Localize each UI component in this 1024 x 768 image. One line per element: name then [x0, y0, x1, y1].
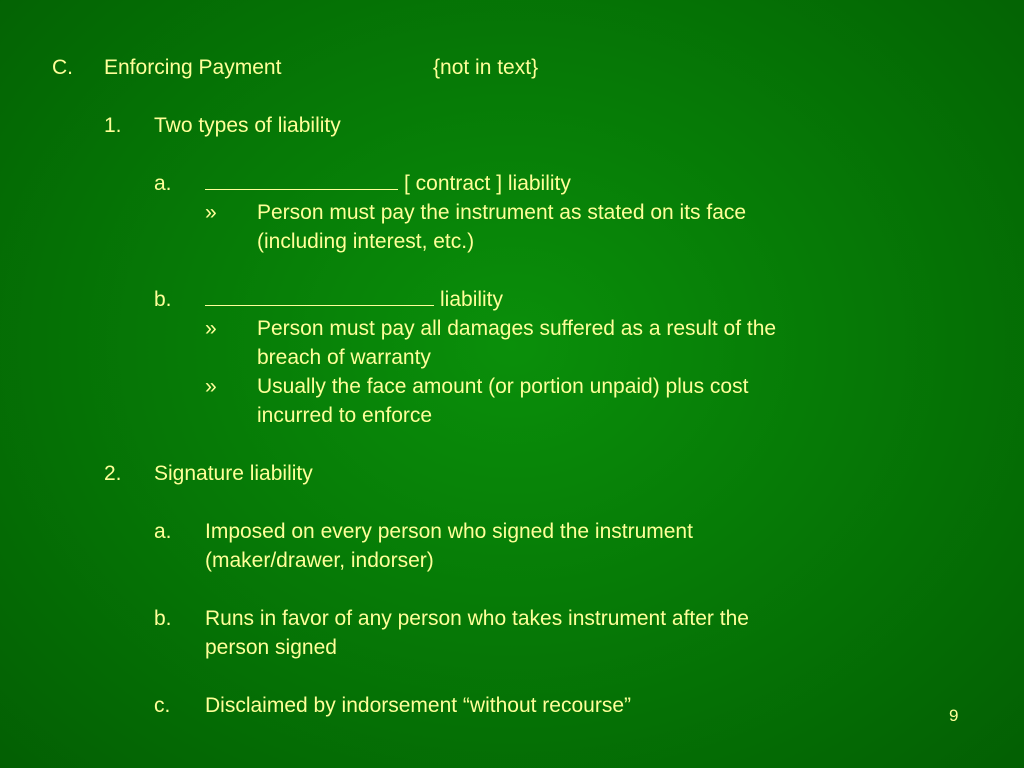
item-label: [ contract ] liability: [404, 172, 571, 195]
bullet-text: breach of warranty: [257, 346, 431, 369]
bullet-marker: »: [205, 375, 217, 398]
section1-marker: 1.: [104, 114, 122, 137]
item-text: (maker/drawer, indorser): [205, 549, 434, 572]
heading-title: Enforcing Payment: [104, 56, 282, 79]
fill-in-blank: [205, 285, 434, 306]
item-marker: a.: [154, 520, 172, 543]
item-marker: b.: [154, 607, 172, 630]
section2-title: Signature liability: [154, 462, 313, 485]
bullet-marker: »: [205, 201, 217, 224]
bullet-text: Person must pay the instrument as stated on its face: [257, 201, 747, 224]
item-text: Runs in favor of any person who takes instrument after the: [205, 607, 749, 630]
item-label: liability: [440, 288, 504, 311]
bullet-text: Person must pay all damages suffered as a result of the: [257, 317, 777, 340]
heading-marker: C.: [52, 56, 73, 79]
heading-note: {not in text}: [433, 56, 539, 79]
item-label-wrap: [205, 285, 503, 314]
item-marker: b.: [154, 288, 172, 311]
item-text: person signed: [205, 636, 337, 659]
item-marker: c.: [154, 694, 171, 717]
section1-title: Two types of liability: [154, 114, 341, 137]
item-text: Disclaimed by indorsement “without recourse”: [205, 694, 631, 717]
section2-marker: 2.: [104, 462, 122, 485]
item-marker: a.: [154, 172, 172, 195]
bullet-marker: »: [205, 317, 217, 340]
page-number: 9: [949, 706, 959, 725]
bullet-text: Usually the face amount (or portion unpaid) plus cost: [257, 375, 749, 398]
bullet-text: (including interest, etc.): [257, 230, 475, 253]
item-label-wrap: [205, 169, 571, 198]
bullet-text: incurred to enforce: [257, 404, 433, 427]
item-text: Imposed on every person who signed the instrument: [205, 520, 693, 543]
fill-in-blank: [205, 169, 398, 190]
